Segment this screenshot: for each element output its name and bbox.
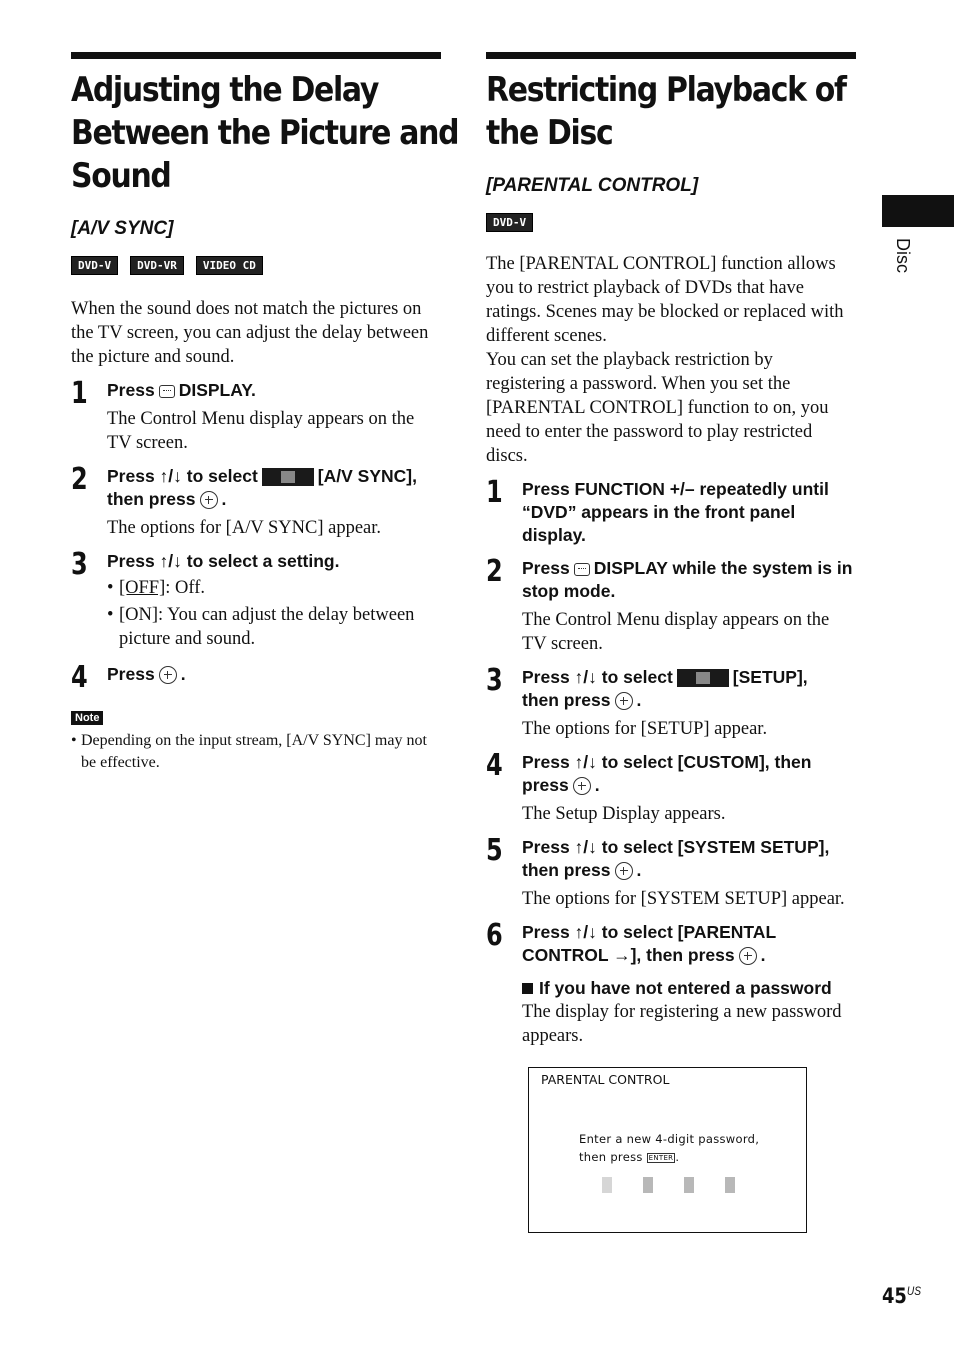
password-digit-slot [725,1177,735,1193]
option-item: • [ON]: You can adjust the delay between picture and sound. [107,603,441,651]
section-subtitle: [A/V SYNC] [71,218,174,239]
step-number: 1 [486,475,503,510]
step-number: 2 [71,462,88,497]
enter-button-icon [159,666,177,684]
display-button-icon [574,563,590,576]
step-text: [A/V SYNC], [317,466,417,486]
password-digit-slot [602,1177,612,1193]
chapter-tab [882,195,954,227]
step-text: Press ↑/↓ to select [CUSTOM], then press [522,752,812,795]
step-number: 2 [486,554,503,589]
parental-control-screen [528,1067,807,1233]
step-4 [486,748,856,826]
step-heading [107,465,441,511]
step-result: The display for registering a new password appears. [522,1002,842,1046]
step-heading [522,557,856,603]
step-result: The options for [SYSTEM SETUP] appear. [522,889,845,909]
step-text: . [636,860,642,880]
step-heading: Press ↑/↓ to select a setting. [107,551,340,571]
title-rule [71,52,441,59]
enter-button-icon [615,692,633,710]
disc-type-badges [486,213,856,232]
option-text: [ON]: You can adjust the delay between picture and sound. [119,605,415,649]
av-sync-menu-icon [262,468,314,486]
step-text: then press [522,690,611,710]
note-block [71,708,441,774]
step-heading [522,666,856,712]
display-button-icon [159,385,175,398]
screen-title: PARENTAL CONTROL [541,1072,670,1087]
left-column [71,52,459,774]
step-result: The options for [A/V SYNC] appear. [107,518,382,538]
setup-menu-icon [677,669,729,687]
step-text: DISPLAY. [178,380,256,400]
region-suffix: US [906,1284,922,1298]
title-line: Adjusting the Delay [71,70,379,110]
disc-badge: DVD-V [71,256,118,275]
step-6 [486,918,856,1048]
step-text: Press ↑/↓ to select [PARENTAL CONTROL →], then press [522,922,776,965]
chapter-label: Disc [893,238,913,273]
step-2 [71,462,441,540]
step-number: 3 [486,663,503,698]
step-result: The options for [SETUP] appear. [522,719,768,739]
option-list [107,576,441,651]
screen-line: Enter a new 4-digit password, [579,1132,760,1146]
section-title [486,69,846,155]
step-heading [522,921,856,967]
condition-heading [522,977,856,1000]
step-text: Press [522,558,570,578]
page-number: $45^{US}$ [882,1284,922,1308]
step-text: . [636,690,642,710]
step-1 [71,376,441,455]
step-result: The Setup Display appears. [522,804,726,824]
option-default: [OFF] [119,578,166,598]
step-text: then press [107,489,196,509]
title-line: the Disc [486,113,613,153]
intro-paragraph: The [PARENTAL CONTROL] function allows you to restrict playback of DVDs that have ratings. Scenes may be blocked or replaced with different scenes. [486,254,844,346]
step-text: Press ↑/↓ to select [SYSTEM SETUP], then press [522,837,830,880]
step-text: Press [107,380,155,400]
intro-paragraph: You can set the playback restriction by registering a password. When you set the [PARENTAL CONTROL] function to on, you need to enter the password to play restricted discs. [486,350,829,466]
disc-badge: VIDEO CD [196,256,263,275]
screen-line: then press ENTER . [579,1150,680,1164]
password-digit-slot [684,1177,694,1193]
enter-button-icon [739,947,757,965]
step-text: DISPLAY while the system is in stop mode. [522,558,853,601]
note-label: Note [71,711,103,725]
enter-button-icon [200,491,218,509]
step-5 [486,833,856,911]
step-text: Press ↑/↓ to select [522,667,673,687]
step-number: 1 [71,376,88,411]
step-heading [107,379,441,402]
step-number: 5 [486,833,503,868]
step-2 [486,554,856,656]
step-3 [486,663,856,741]
step-3 [71,547,441,651]
option-text: : Off. [165,578,206,598]
step-heading [522,751,856,797]
screen-message [579,1130,759,1166]
step-text: [SETUP], [732,667,808,687]
note-text: Depending on the input stream, [A/V SYNC] may not be effective. [81,732,427,771]
section-title [71,69,459,198]
step-number: 4 [486,748,503,783]
square-bullet-icon [522,983,533,994]
password-digit-slot [643,1177,653,1193]
title-line: Restricting Playback of [486,70,846,110]
title-line: Sound [71,156,171,196]
step-text: . [760,945,766,965]
intro-paragraph: When the sound does not match the pictures on the TV screen, you can adjust the delay between the picture and sound. [71,299,429,367]
step-number: 6 [486,918,503,953]
disc-type-badges [71,256,441,275]
step-number: 4 [71,660,88,695]
step-text: . [180,664,186,684]
step-1 [486,475,856,547]
title-rule [486,52,856,59]
right-column [486,52,856,1048]
enter-button-icon [615,862,633,880]
step-heading [522,836,856,882]
step-heading [107,663,441,686]
step-text: Press ↑/↓ to select [107,466,258,486]
step-text: . [221,489,227,509]
step-result: The Control Menu display appears on the TV screen. [522,610,830,654]
title-line: Between the Picture and [71,113,459,153]
section-subtitle: [PARENTAL CONTROL] [486,175,699,196]
step-number: 3 [71,547,88,582]
condition-text: If you have not entered a password [539,978,832,998]
enter-key-icon: ENTER [648,1153,674,1162]
disc-badge: DVD-V [486,213,533,232]
step-4 [71,660,441,695]
step-result: The Control Menu display appears on the TV screen. [107,409,415,453]
step-heading: Press FUNCTION +/– repeatedly until “DVD” appears in the front panel display. [522,479,829,545]
enter-button-icon [573,777,591,795]
disc-badge: DVD-VR [130,256,184,275]
note-item: • Depending on the input stream, [A/V SYNC] may not be effective. [71,730,441,774]
option-item: • [OFF]: Off. [107,578,206,598]
step-text: . [594,775,600,795]
step-text: Press [107,664,155,684]
